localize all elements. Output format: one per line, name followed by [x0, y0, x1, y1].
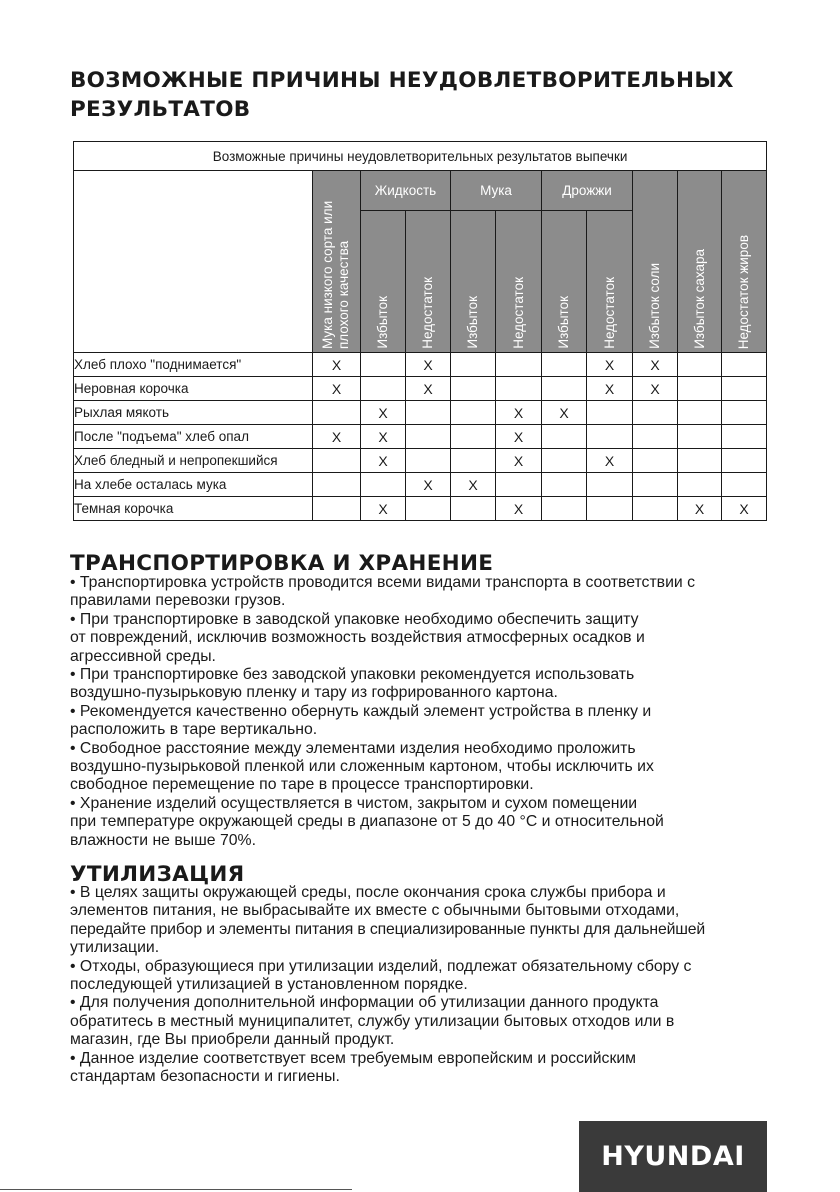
table-corner-cell — [74, 171, 313, 353]
transport-line: • Свободное расстояние между элементами изделия необходимо проложить — [70, 739, 636, 757]
table-row — [74, 473, 767, 497]
row-label: Неровная корочка — [74, 377, 313, 401]
mark-cell: X — [496, 401, 542, 425]
transport-line: свободное перемещение по таре в процессе транспортировки. — [70, 776, 534, 794]
row-label: На хлебе осталась мука — [74, 473, 313, 497]
sub-header-yeast-excess: Избыток — [542, 211, 587, 353]
transport-line: • Рекомендуется качественно обернуть каждый элемент устройства в пленку и — [70, 702, 652, 720]
mark-cell — [722, 401, 767, 425]
table-row — [74, 449, 767, 473]
sub-header-flour-excess: Избыток — [451, 211, 496, 353]
table-row — [74, 425, 767, 449]
transport-line: расположить в таре вертикально. — [70, 721, 318, 739]
section-title-disposal: УТИЛИЗАЦИЯ — [70, 862, 245, 887]
mark-cell: X — [587, 377, 633, 401]
mark-cell — [361, 353, 406, 377]
group-header-liquid: Жидкость — [361, 171, 451, 211]
mark-cell — [451, 377, 496, 401]
table-row — [74, 497, 767, 521]
mark-cell — [451, 425, 496, 449]
row-label: Темная корочка — [74, 497, 313, 521]
mark-cell — [587, 473, 633, 497]
mark-cell — [587, 401, 633, 425]
mark-cell: X — [361, 497, 406, 521]
mark-cell — [587, 425, 633, 449]
page-edge-line — [0, 1189, 352, 1190]
transport-line: воздушно-пузырьковой пленкой или сложенным картоном, чтобы исключить их — [70, 758, 654, 776]
disposal-line: утилизации. — [70, 939, 160, 957]
mark-cell: X — [451, 473, 496, 497]
mark-cell: X — [361, 401, 406, 425]
disposal-line: • Данное изделие соответствует всем требуемым европейским и российским — [70, 1049, 637, 1067]
mark-cell — [451, 497, 496, 521]
row-label: Хлеб плохо "поднимается" — [74, 353, 313, 377]
mark-cell — [313, 497, 361, 521]
transport-text — [70, 574, 775, 850]
mark-cell — [313, 449, 361, 473]
col-header-sugar: Избыток сахара — [678, 171, 722, 353]
mark-cell — [587, 497, 633, 521]
mark-cell — [313, 473, 361, 497]
mark-cell — [678, 425, 722, 449]
mark-cell — [678, 449, 722, 473]
mark-cell: X — [496, 425, 542, 449]
mark-cell: X — [313, 425, 361, 449]
disposal-line: • В целях защиты окружающей среды, после окончания срока службы прибора и — [70, 884, 666, 901]
mark-cell — [633, 449, 678, 473]
sub-header-flour-lack: Недостаток — [496, 211, 542, 353]
table-body — [74, 353, 767, 521]
table-title: Возможные причины неудовлетворительных результатов выпечки — [74, 142, 767, 171]
disposal-line: • Для получения дополнительной информации об утилизации данного продукта — [70, 994, 659, 1012]
mark-cell — [451, 401, 496, 425]
sub-header-liquid-excess: Избыток — [361, 211, 406, 353]
mark-cell — [722, 449, 767, 473]
mark-cell — [361, 377, 406, 401]
mark-cell — [451, 353, 496, 377]
table-row — [74, 401, 767, 425]
transport-line: при температуре окружающей среды в диапазоне от 5 до 40 °C и относительной — [70, 813, 664, 831]
mark-cell — [542, 425, 587, 449]
mark-cell — [406, 497, 451, 521]
mark-cell — [633, 425, 678, 449]
disposal-line: элементов питания, не выбрасывайте их вместе с обычными бытовыми отходами, — [70, 902, 680, 920]
mark-cell: X — [406, 473, 451, 497]
mark-cell — [678, 377, 722, 401]
col-header-fat: Недостаток жиров — [722, 171, 767, 353]
mark-cell — [722, 473, 767, 497]
disposal-line: стандартам безопасности и гигиены. — [70, 1068, 340, 1086]
transport-line: • Транспортировка устройств проводится всеми видами транспорта в соответствии с — [70, 574, 696, 591]
mark-cell — [542, 353, 587, 377]
mark-cell — [722, 377, 767, 401]
mark-cell: X — [496, 497, 542, 521]
mark-cell — [406, 449, 451, 473]
mark-cell: X — [361, 449, 406, 473]
mark-cell: X — [587, 353, 633, 377]
transport-line: • Хранение изделий осуществляется в чистом, закрытом и сухом помещении — [70, 794, 638, 812]
mark-cell: X — [406, 353, 451, 377]
mark-cell — [542, 377, 587, 401]
row-label: После "подъема" хлеб опал — [74, 425, 313, 449]
mark-cell — [406, 425, 451, 449]
mark-cell — [633, 401, 678, 425]
row-label: Хлеб бледный и непропекшийся — [74, 449, 313, 473]
mark-cell: X — [313, 353, 361, 377]
transport-line: • При транспортировке в заводской упаковке необходимо обеспечить защиту — [70, 610, 639, 628]
disposal-line: последующей утилизацией в установленном порядке. — [70, 976, 468, 994]
mark-cell: X — [633, 377, 678, 401]
sub-header-liquid-lack: Недостаток — [406, 211, 451, 353]
col-header-salt: Избыток соли — [633, 171, 678, 353]
table-row — [74, 353, 767, 377]
mark-cell: X — [496, 449, 542, 473]
disposal-line: передайте прибор и элементы питания в специализированные пункты для дальнейшей — [70, 920, 706, 938]
mark-cell — [406, 401, 451, 425]
transport-line: воздушно-пузырьковую пленку и тару из гофрированного картона. — [70, 684, 558, 702]
transport-line: • При транспортировке без заводской упаковки рекомендуется использовать — [70, 666, 635, 684]
mark-cell — [678, 353, 722, 377]
transport-line: правилами перевозки грузов. — [70, 592, 286, 610]
mark-cell — [542, 449, 587, 473]
mark-cell: X — [361, 425, 406, 449]
mark-cell: X — [633, 353, 678, 377]
transport-line: от повреждений, исключив возможность воздействия атмосферных осадков и — [70, 629, 645, 647]
brand-logo: HYUNDAI — [579, 1121, 767, 1192]
mark-cell — [361, 473, 406, 497]
mark-cell — [451, 449, 496, 473]
mark-cell — [496, 473, 542, 497]
mark-cell: X — [542, 401, 587, 425]
mark-cell: X — [406, 377, 451, 401]
sub-header-yeast-lack: Недостаток — [587, 211, 633, 353]
mark-cell — [542, 497, 587, 521]
mark-cell — [722, 425, 767, 449]
mark-cell: X — [313, 377, 361, 401]
transport-line: влажности не выше 70%. — [70, 831, 256, 849]
mark-cell — [542, 473, 587, 497]
mark-cell — [496, 377, 542, 401]
row-label: Рыхлая мякоть — [74, 401, 313, 425]
mark-cell — [633, 473, 678, 497]
group-header-yeast: Дрожжи — [542, 171, 633, 211]
mark-cell: X — [678, 497, 722, 521]
col-header-flour-quality: Мука низкого сорта или плохого качества — [313, 171, 361, 353]
mark-cell: X — [587, 449, 633, 473]
disposal-line: магазин, где Вы приобрели данный продукт. — [70, 1031, 395, 1049]
group-header-flour: Мука — [451, 171, 542, 211]
table-row — [74, 377, 767, 401]
mark-cell: X — [722, 497, 767, 521]
transport-line: агрессивной среды. — [70, 647, 216, 665]
section-title-transport: ТРАНСПОРТИРОВКА И ХРАНЕНИЕ — [70, 551, 494, 576]
causes-table — [73, 141, 767, 521]
mark-cell — [633, 497, 678, 521]
mark-cell — [722, 353, 767, 377]
disposal-line: обратитесь в местный муниципалитет, службу утилизации бытовых отходов или в — [70, 1012, 675, 1030]
mark-cell — [678, 401, 722, 425]
page-heading: ВОЗМОЖНЫЕ ПРИЧИНЫ НЕУДОВЛЕТВОРИТЕЛЬНЫХ РЕЗУЛЬТАТОВ — [70, 68, 734, 122]
mark-cell — [496, 353, 542, 377]
disposal-line: • Отходы, образующиеся при утилизации изделий, подлежат обязательному сбору с — [70, 957, 692, 975]
disposal-text — [70, 884, 775, 1086]
mark-cell — [678, 473, 722, 497]
mark-cell — [313, 401, 361, 425]
